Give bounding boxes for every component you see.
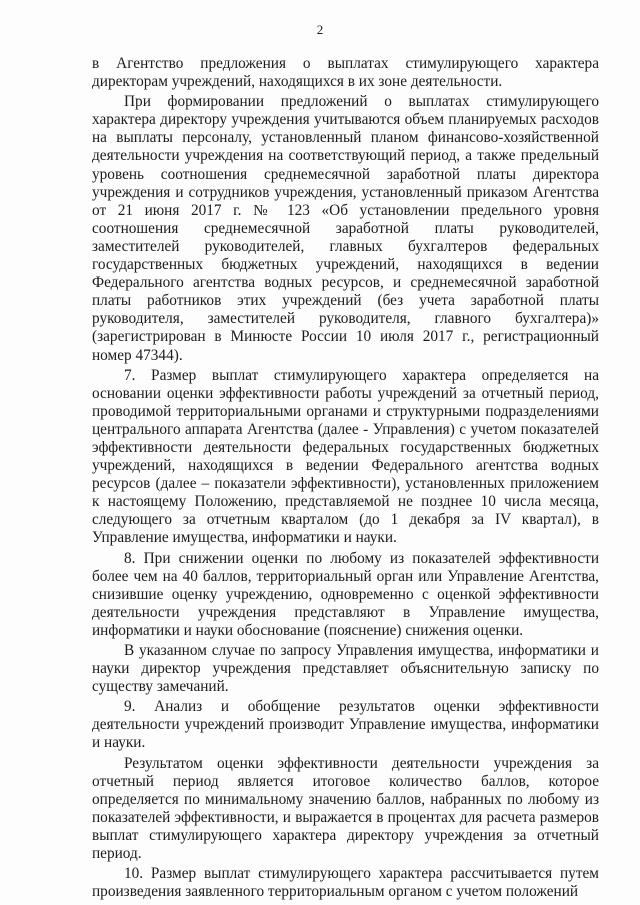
paragraph-item-10: 10. Размер выплат стимулирующего характера рассчитывается путем произведения заявленного территориальным органом с учетом положений — [92, 865, 599, 901]
document-body — [92, 55, 599, 903]
paragraph-proposal-formation: При формировании предложений о выплатах стимулирующего характера директору учреждения учитываются объем планируемых расходов на выплаты персоналу, установленный планом финансово-хозяйственной деятельности учреждения на соответствующий период, а также предельный уровень соотношения среднемесячной заработной платы директора учреждения и сотрудников учреждения, установленный приказом Агентства от 21 июня 2017 г. № 123 «Об установлении предельного уровня соотношения среднемесячной заработной платы руководителей, заместителей руководителей, главных бухгалтеров федеральных государственных бюджетных учреждений, находящихся в ведении Федерального агентства водных ресурсов, и среднемесячной заработной платы работников этих учреждений (без учета заработной платы руководителя, заместителей руководителя, главного бухгалтера)» (зарегистрирован в Минюсте России 10 июля 2017 г., регистрационный номер 47344). — [92, 93, 599, 364]
page-number: 2 — [316, 22, 324, 37]
paragraph-evaluation-result: Результатом оценки эффективности деятельности учреждения за отчетный период является итоговое количество баллов, которое определяется по минимальному значению баллов, набранных по любому из показателей эффективности, и выражается в процентах для расчета размеров выплат стимулирующего характера директору учреждения за отчетный период. — [92, 754, 599, 863]
paragraph-continuation: в Агентство предложения о выплатах стимулирующего характера директорам учреждений, находящихся в их зоне деятельности. — [92, 55, 599, 91]
paragraph-item-8: 8. При снижении оценки по любому из показателей эффективности более чем на 40 баллов, территориальный орган или Управление Агентства, снизившие оценку учреждению, одновременно с оценкой эффективности деятельности учреждения представляют в Управление имущества, информатики и науки обоснование (пояснение) снижения оценки. — [92, 549, 599, 639]
paragraph-item-9: 9. Анализ и обобщение результатов оценки эффективности деятельности учреждений производит Управление имущества, информатики и науки. — [92, 698, 599, 752]
paragraph-explanatory-note: В указанном случае по запросу Управления имущества, информатики и науки директор учреждения представляет объяснительную записку по существу замечаний. — [92, 642, 599, 696]
paragraph-item-7: 7. Размер выплат стимулирующего характера определяется на основании оценки эффективности работы учреждений за отчетный период, проводимой территориальными органами и структурными подразделениями центрального аппарата Агентства (далее - Управления) с учетом показателей эффективности деятельности федеральных государственных бюджетных учреждений, находящихся в ведении Федерального агентства водных ресурсов (далее – показатели эффективности), установленных приложением к настоящему Положению, представляемой не позднее 10 числа месяца, следующего за отчетным кварталом (до 1 декабря за IV квартал), в Управление имущества, информатики и науки. — [92, 366, 599, 547]
